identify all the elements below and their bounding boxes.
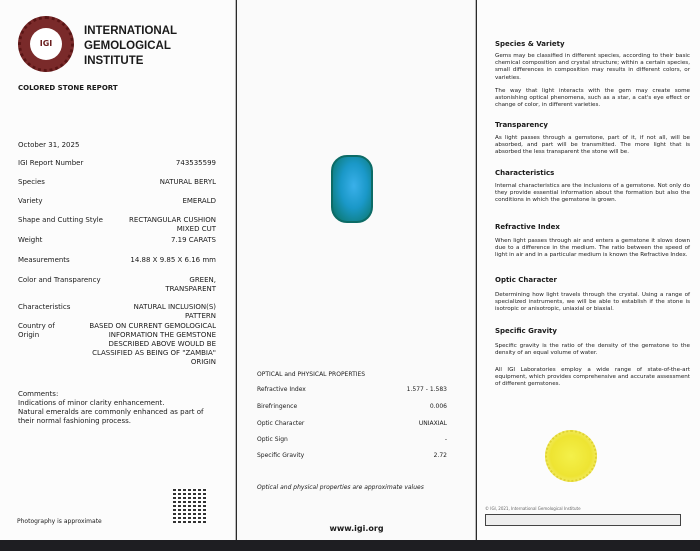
heading-transparency: Transparency: [495, 121, 548, 129]
paragraph: The way that light interacts with the gem may create some astonishing optical phenomena, such as a star, a cat's eye effect or change of color, in different varieties.: [495, 88, 690, 109]
background-edge: [0, 540, 700, 551]
gemstone-photo: [331, 155, 373, 223]
prop-refractive-index: Refractive Index 1.577 - 1.583: [257, 386, 447, 393]
paragraph: All IGI Laboratories employ a wide range of state-of-the-art equipment, which provides comprehensive and accurate assessment of different gemstones.: [495, 367, 690, 388]
heading-optic-character: Optic Character: [495, 276, 558, 284]
heading-refractive-index: Refractive Index: [495, 223, 560, 231]
paragraph: Determining how light travels through the crystal. Using a range of specialized instruments, we will be able to establish if the stone is isotropic or anisotropic, uniaxial or biaxial.: [495, 292, 690, 313]
security-notice-box: [485, 514, 681, 526]
glossary-panel: [477, 0, 700, 540]
paragraph: Gems may be classified in different species, according to their basic chemical composition and crystal structure; within a certain species, small differences in composition may results in different colors, or varieties.: [495, 53, 690, 81]
prop-birefringence: Birefringence 0.006: [257, 403, 447, 410]
heading-specific-gravity: Specific Gravity: [495, 327, 557, 335]
report-type: COLORED STONE REPORT: [18, 84, 118, 92]
prop-optic-sign: Optic Sign -: [257, 436, 447, 443]
photo-panel: [237, 0, 476, 540]
photo-note: Photography is approximate: [17, 518, 102, 525]
hologram-seal: [545, 430, 597, 482]
comments: Comments: Indications of minor clarity enhancement. Natural emeralds are commonly enhanced as part of their normal fashioning process.: [18, 390, 204, 425]
report-panel: IGI INTERNATIONAL GEMOLOGICAL INSTITUTE COLORED STONE REPORT October 31, 2025 IGI Report Number 743535599 Species NATURAL BERYL Variety EMERALD Shape and Cutting Style RECTANGULAR CUSHION MIXED CUT Weight 7.19 CARATS Measurements 14.88 X 9.85 X 6.16 mm Color and Transparency GREEN, TRANSPARENT Characteristics NATURAL INCLUSION(S) PATTERN Country of Origin BASED ON CURRENT GEMOLOGICAL INFORMATION THE GEMSTONE DESCRIBED ABOVE WOULD BE CLASSIFIED AS BEING OF "ZAMBIA" ORIGIN Comments: Indications of minor clarity enhancement. Natural emeralds are commonly enhanced as part of their normal fashioning process. Photography is approximate: [0, 0, 236, 540]
copyright: © IGI, 2021, International Gemological Institute: [485, 506, 581, 511]
igi-logo: IGI: [18, 16, 74, 72]
paragraph: Specific gravity is the ratio of the density of the gemstone to the density of an equal volume of water.: [495, 343, 690, 357]
properties-title: OPTICAL and PHYSICAL PROPERTIES: [257, 371, 366, 378]
prop-optic-character: Optic Character UNIAXIAL: [257, 420, 447, 427]
institute-name: INTERNATIONAL GEMOLOGICAL INSTITUTE: [84, 25, 178, 67]
heading-species-variety: Species & Variety: [495, 40, 565, 48]
paragraph: Internal characteristics are the inclusions of a gemstone. Not only do they provide essential information about the formation but also the conditions in which the gemstone is grown.: [495, 183, 690, 204]
paragraph: When light passes through air and enters a gemstone it slows down due to a difference in the medium. The ratio between the speed of light in air and in a particular medium is known the Refractive Index.: [495, 238, 690, 259]
properties-note: Optical and physical properties are approximate values: [257, 484, 424, 491]
qr-code[interactable]: [173, 488, 207, 523]
paragraph: As light passes through a gemstone, part of it, if not all, will be absorbed, and part will be transmitted. The more light that is absorbed the less transparent the stone will be.: [495, 135, 690, 156]
heading-characteristics: Characteristics: [495, 169, 555, 177]
website-link[interactable]: www.igi.org: [329, 524, 384, 533]
prop-specific-gravity: Specific Gravity 2.72: [257, 452, 447, 459]
